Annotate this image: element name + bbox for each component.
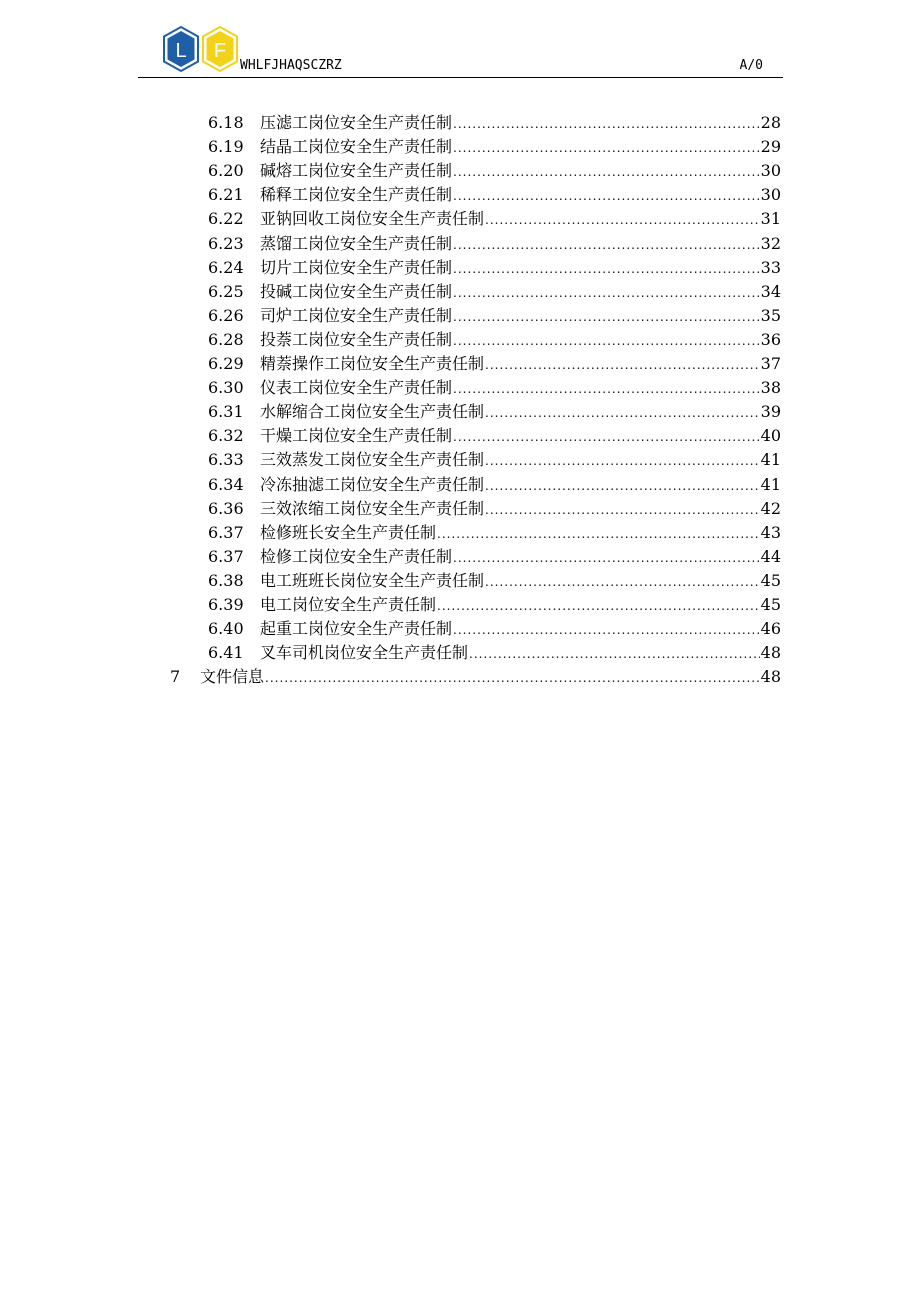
toc-entry-number: 6.23 xyxy=(208,233,244,253)
toc-entry-title: 仪表工岗位安全生产责任制 xyxy=(260,378,453,398)
toc-entry[interactable] xyxy=(208,521,781,545)
toc-entry[interactable] xyxy=(208,448,781,472)
toc-entry-number: 6.39 xyxy=(208,595,244,614)
toc-entry-number: 6.34 xyxy=(208,474,244,494)
toc-entry-title: 压滤工岗位安全生产责任制 xyxy=(260,113,453,132)
toc-entry-title: 投碱工岗位安全生产责任制 xyxy=(260,281,453,301)
toc-entry-number: 6.37 xyxy=(208,546,244,566)
toc-entry-number: 6.37 xyxy=(208,522,244,542)
toc-entry-number: 6.29 xyxy=(208,354,244,373)
toc-entry[interactable] xyxy=(208,424,781,448)
toc-leader-dots xyxy=(453,425,760,449)
toc-leader-dots xyxy=(485,498,760,522)
toc-entry-page: 46 xyxy=(760,619,781,639)
toc-entry[interactable] xyxy=(208,280,781,304)
toc-leader-dots xyxy=(265,666,760,690)
toc-leader-dots xyxy=(453,257,760,281)
toc-entry[interactable] xyxy=(208,232,781,256)
toc-entry-page: 31 xyxy=(760,209,781,229)
document-code: WHLFJHAQSCZRZ xyxy=(240,58,342,73)
toc-leader-dots xyxy=(437,594,760,618)
toc-entry-page: 30 xyxy=(760,161,781,181)
toc-entry[interactable] xyxy=(208,352,781,376)
toc-leader-dots xyxy=(485,208,760,232)
toc-entry-title: 碱熔工岗位安全生产责任制 xyxy=(260,161,453,181)
toc-entry-title: 文件信息 xyxy=(200,667,265,687)
toc-entry-page: 34 xyxy=(760,281,781,301)
toc-entry-page: 30 xyxy=(760,185,781,205)
logo-letter-l: L xyxy=(175,40,187,62)
header-divider xyxy=(138,77,783,78)
toc-entry-page: 42 xyxy=(760,498,781,518)
toc-leader-dots xyxy=(453,377,760,401)
page-header xyxy=(138,20,783,80)
toc-entry[interactable] xyxy=(208,111,781,135)
toc-entry-number: 6.38 xyxy=(208,570,244,590)
toc-entry-number: 6.33 xyxy=(208,450,244,470)
toc-entry-page: 48 xyxy=(760,643,781,663)
toc-entry-number: 6.22 xyxy=(208,209,244,229)
toc-entry-title: 结晶工岗位安全生产责任制 xyxy=(260,137,453,157)
toc-entry-number: 6.21 xyxy=(208,185,244,205)
toc-entry-title: 精萘操作工岗位安全生产责任制 xyxy=(260,354,485,373)
toc-entry-number: 6.36 xyxy=(208,498,244,518)
toc-entry-title: 切片工岗位安全生产责任制 xyxy=(260,257,453,277)
toc-entry-page: 35 xyxy=(760,305,781,325)
toc-entry[interactable] xyxy=(208,328,781,352)
toc-leader-dots xyxy=(485,474,760,498)
toc-entry[interactable] xyxy=(208,376,781,400)
toc-leader-dots xyxy=(453,546,760,570)
toc-entry-title: 冷冻抽滤工岗位安全生产责任制 xyxy=(260,474,485,494)
toc-entry[interactable] xyxy=(208,159,781,183)
toc-entry-title: 亚钠回收工岗位安全生产责任制 xyxy=(260,209,485,229)
toc-entry[interactable] xyxy=(208,135,781,159)
toc-entry-number: 7 xyxy=(170,667,181,687)
toc-leader-dots xyxy=(453,184,760,208)
toc-entry-page: 45 xyxy=(760,570,781,590)
toc-entry-page: 43 xyxy=(760,522,781,542)
toc-entry-page: 41 xyxy=(760,474,781,494)
toc-leader-dots xyxy=(485,570,760,594)
toc-entry-title: 电工岗位安全生产责任制 xyxy=(260,595,437,614)
toc-entry-title: 电工班班长岗位安全生产责任制 xyxy=(260,570,485,590)
toc-entry-number: 6.18 xyxy=(208,113,244,132)
toc-entry-number: 6.24 xyxy=(208,257,244,277)
toc-entry-title: 干燥工岗位安全生产责任制 xyxy=(260,426,453,446)
toc-leader-dots xyxy=(453,305,760,329)
toc-entry[interactable] xyxy=(208,183,781,207)
logo-letter-f: F xyxy=(213,40,227,62)
toc-entry-number: 6.40 xyxy=(208,619,244,639)
toc-leader-dots xyxy=(453,112,760,136)
toc-entry[interactable] xyxy=(208,617,781,641)
toc-leader-dots xyxy=(437,522,760,546)
toc-entry-title: 司炉工岗位安全生产责任制 xyxy=(260,305,453,325)
toc-entry[interactable] xyxy=(208,593,781,617)
toc-entry-page: 33 xyxy=(760,257,781,277)
toc-entry[interactable] xyxy=(208,497,781,521)
toc-entry-number: 6.25 xyxy=(208,281,244,301)
toc-entry[interactable] xyxy=(208,256,781,280)
toc-entry-number: 6.31 xyxy=(208,402,244,422)
toc-leader-dots xyxy=(453,233,760,257)
toc-entry[interactable] xyxy=(208,304,781,328)
toc-entry-title: 蒸馏工岗位安全生产责任制 xyxy=(260,233,453,253)
toc-entry-title: 叉车司机岗位安全生产责任制 xyxy=(260,643,469,663)
toc-leader-dots xyxy=(453,618,760,642)
toc-leader-dots xyxy=(485,449,760,473)
toc-entry[interactable] xyxy=(170,665,781,689)
toc-leader-dots xyxy=(453,136,760,160)
toc-entry[interactable] xyxy=(208,207,781,231)
toc-entry-title: 三效蒸发工岗位安全生产责任制 xyxy=(260,450,485,470)
toc-entry-number: 6.26 xyxy=(208,305,244,325)
toc-leader-dots xyxy=(453,281,760,305)
toc-entry-page: 40 xyxy=(760,426,781,446)
toc-entry[interactable] xyxy=(208,400,781,424)
company-logo xyxy=(160,25,242,75)
toc-entry-page: 28 xyxy=(760,113,781,132)
toc-entry-number: 6.28 xyxy=(208,329,244,349)
toc-entry-number: 6.19 xyxy=(208,137,244,157)
toc-entry[interactable] xyxy=(208,473,781,497)
toc-leader-dots xyxy=(485,401,760,425)
toc-entry-number: 6.41 xyxy=(208,643,244,663)
toc-entry-title: 水解缩合工岗位安全生产责任制 xyxy=(260,402,485,422)
toc-entry-page: 29 xyxy=(760,137,781,157)
toc-entry-title: 起重工岗位安全生产责任制 xyxy=(260,619,453,639)
toc-entry-page: 38 xyxy=(760,378,781,398)
toc-leader-dots xyxy=(485,353,760,377)
toc-entry[interactable] xyxy=(208,641,781,665)
toc-entry-number: 6.30 xyxy=(208,378,244,398)
toc-entry-number: 6.20 xyxy=(208,161,244,181)
toc-entry-title: 检修班长安全生产责任制 xyxy=(260,522,437,542)
toc-entry-page: 37 xyxy=(760,354,781,373)
toc-entry-title: 三效浓缩工岗位安全生产责任制 xyxy=(260,498,485,518)
toc-entry-page: 41 xyxy=(760,450,781,470)
toc-entry-title: 检修工岗位安全生产责任制 xyxy=(260,546,453,566)
toc-leader-dots xyxy=(453,160,760,184)
toc-entry[interactable] xyxy=(208,545,781,569)
toc-entry-title: 稀释工岗位安全生产责任制 xyxy=(260,185,453,205)
toc-entry-number: 6.32 xyxy=(208,426,244,446)
toc-entry-page: 32 xyxy=(760,233,781,253)
toc-leader-dots xyxy=(453,329,760,353)
toc-entry[interactable] xyxy=(208,569,781,593)
revision-label: A/0 xyxy=(739,58,763,73)
toc-leader-dots xyxy=(469,642,760,666)
toc-entry-page: 44 xyxy=(760,546,781,566)
toc-entry-title: 投萘工岗位安全生产责任制 xyxy=(260,329,453,349)
toc-entry-page: 36 xyxy=(760,329,781,349)
toc-entry-page: 45 xyxy=(760,595,781,614)
toc-entry-page: 39 xyxy=(760,402,781,422)
toc-entry-page: 48 xyxy=(760,667,781,687)
